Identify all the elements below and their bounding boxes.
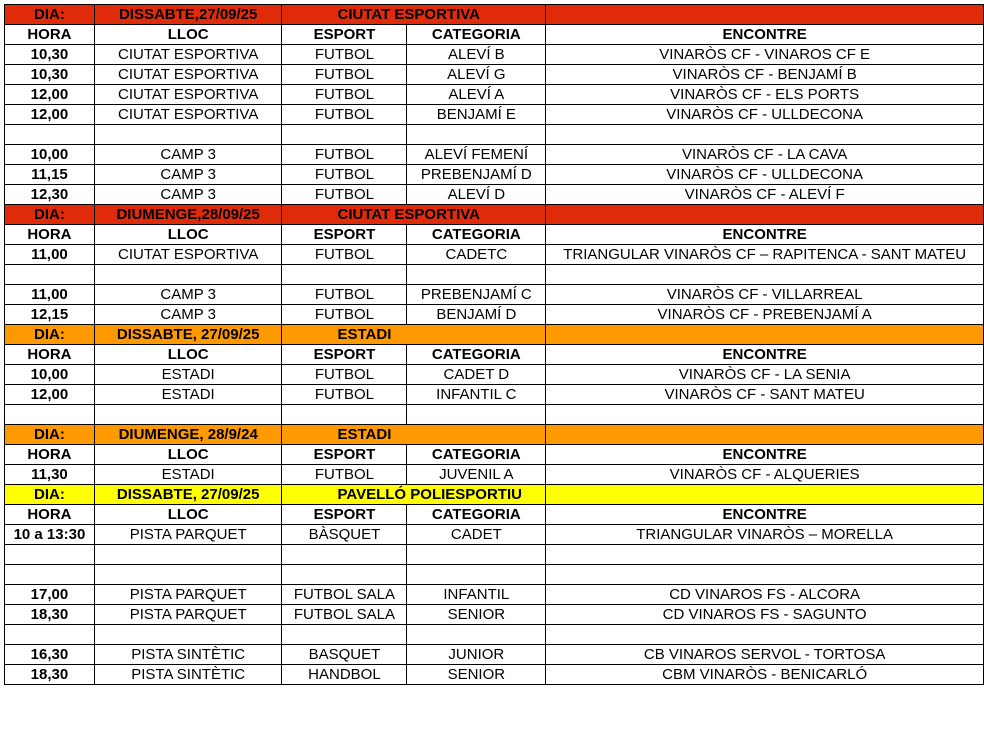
empty-cell	[282, 565, 407, 585]
column-header-categoria: CATEGORIA	[407, 345, 546, 365]
column-header-categoria: CATEGORIA	[407, 25, 546, 45]
empty-cell	[5, 265, 95, 285]
blank-row	[5, 265, 984, 285]
lloc-cell: CIUTAT ESPORTIVA	[94, 105, 282, 125]
lloc-cell: CAMP 3	[94, 145, 282, 165]
empty-cell	[282, 625, 407, 645]
lloc-cell: ESTADI	[94, 465, 282, 485]
column-header-encontre: ENCONTRE	[546, 505, 984, 525]
lloc-cell: CAMP 3	[94, 285, 282, 305]
empty-cell	[546, 125, 984, 145]
encontre-cell: TRIANGULAR VINARÒS – MORELLA	[546, 525, 984, 545]
hora-cell: 18,30	[5, 605, 95, 625]
column-header-encontre: ENCONTRE	[546, 445, 984, 465]
column-header-categoria: CATEGORIA	[407, 445, 546, 465]
column-header-esport: ESPORT	[282, 225, 407, 245]
lloc-cell: PISTA SINTÈTIC	[94, 665, 282, 685]
esport-cell: FUTBOL	[282, 85, 407, 105]
categoria-cell: ALEVÍ D	[407, 185, 546, 205]
banner-empty	[546, 325, 984, 345]
banner-date: DISSABTE,27/09/25	[94, 5, 282, 25]
banner-date: DIUMENGE,28/09/25	[94, 205, 282, 225]
blank-row	[5, 565, 984, 585]
esport-cell: FUTBOL	[282, 465, 407, 485]
empty-cell	[94, 565, 282, 585]
categoria-cell: INFANTIL C	[407, 385, 546, 405]
blank-row	[5, 545, 984, 565]
encontre-cell: CBM VINARÒS - BENICARLÓ	[546, 665, 984, 685]
column-header-encontre: ENCONTRE	[546, 345, 984, 365]
section-banner	[5, 205, 984, 225]
encontre-cell: VINARÒS CF - LA CAVA	[546, 145, 984, 165]
empty-cell	[282, 125, 407, 145]
lloc-cell: CIUTAT ESPORTIVA	[94, 65, 282, 85]
categoria-cell: SENIOR	[407, 665, 546, 685]
esport-cell: FUTBOL	[282, 65, 407, 85]
encontre-cell: VINARÒS CF - ALEVÍ F	[546, 185, 984, 205]
column-header-lloc: LLOC	[94, 345, 282, 365]
esport-cell: FUTBOL	[282, 45, 407, 65]
categoria-cell: JUVENIL A	[407, 465, 546, 485]
encontre-cell: VINARÒS CF - ULLDECONA	[546, 105, 984, 125]
hora-cell: 12,15	[5, 305, 95, 325]
hora-cell: 11,00	[5, 245, 95, 265]
hora-cell: 10,00	[5, 365, 95, 385]
lloc-cell: PISTA PARQUET	[94, 605, 282, 625]
esport-cell: FUTBOL	[282, 105, 407, 125]
column-header-row	[5, 25, 984, 45]
encontre-cell: TRIANGULAR VINARÒS CF – RAPITENCA - SANT MATEU	[546, 245, 984, 265]
banner-day-label: DIA:	[5, 205, 95, 225]
esport-cell: FUTBOL	[282, 185, 407, 205]
table-row	[5, 185, 984, 205]
blank-row	[5, 405, 984, 425]
lloc-cell: CAMP 3	[94, 165, 282, 185]
encontre-cell: VINARÒS CF - VINAROS CF E	[546, 45, 984, 65]
empty-cell	[5, 405, 95, 425]
encontre-cell: CD VINAROS FS - SAGUNTO	[546, 605, 984, 625]
hora-cell: 12,00	[5, 385, 95, 405]
table-row	[5, 145, 984, 165]
esport-cell: FUTBOL	[282, 165, 407, 185]
empty-cell	[546, 405, 984, 425]
banner-venue: CIUTAT ESPORTIVA	[282, 5, 546, 25]
categoria-cell: SENIOR	[407, 605, 546, 625]
hora-cell: 12,30	[5, 185, 95, 205]
column-header-encontre: ENCONTRE	[546, 25, 984, 45]
hora-cell: 11,00	[5, 285, 95, 305]
encontre-cell: VINARÒS CF - VILLARREAL	[546, 285, 984, 305]
empty-cell	[282, 265, 407, 285]
empty-cell	[407, 625, 546, 645]
table-row	[5, 365, 984, 385]
table-row	[5, 665, 984, 685]
esport-cell: FUTBOL	[282, 145, 407, 165]
table-row	[5, 465, 984, 485]
empty-cell	[282, 545, 407, 565]
esport-cell: FUTBOL	[282, 245, 407, 265]
banner-empty	[546, 425, 984, 445]
empty-cell	[5, 125, 95, 145]
esport-cell: FUTBOL	[282, 305, 407, 325]
hora-cell: 18,30	[5, 665, 95, 685]
categoria-cell: ALEVÍ A	[407, 85, 546, 105]
empty-cell	[546, 565, 984, 585]
lloc-cell: PISTA PARQUET	[94, 525, 282, 545]
categoria-cell: CADET	[407, 525, 546, 545]
table-row	[5, 605, 984, 625]
empty-cell	[407, 125, 546, 145]
table-row	[5, 65, 984, 85]
banner-day-label: DIA:	[5, 5, 95, 25]
esport-cell: BÀSQUET	[282, 525, 407, 545]
hora-cell: 16,30	[5, 645, 95, 665]
schedule-table	[4, 4, 984, 685]
categoria-cell: BENJAMÍ D	[407, 305, 546, 325]
esport-cell: FUTBOL	[282, 365, 407, 385]
banner-date: DISSABTE, 27/09/25	[94, 325, 282, 345]
lloc-cell: PISTA PARQUET	[94, 585, 282, 605]
encontre-cell: VINARÒS CF - ULLDECONA	[546, 165, 984, 185]
categoria-cell: JUNIOR	[407, 645, 546, 665]
hora-cell: 10,00	[5, 145, 95, 165]
section-banner	[5, 5, 984, 25]
empty-cell	[407, 405, 546, 425]
table-row	[5, 245, 984, 265]
column-header-row	[5, 225, 984, 245]
column-header-hora: HORA	[5, 345, 95, 365]
column-header-categoria: CATEGORIA	[407, 505, 546, 525]
esport-cell: FUTBOL SALA	[282, 605, 407, 625]
empty-cell	[546, 545, 984, 565]
blank-row	[5, 125, 984, 145]
column-header-hora: HORA	[5, 25, 95, 45]
column-header-esport: ESPORT	[282, 25, 407, 45]
banner-day-label: DIA:	[5, 325, 95, 345]
categoria-cell: ALEVÍ FEMENÍ	[407, 145, 546, 165]
encontre-cell: VINARÒS CF - LA SENIA	[546, 365, 984, 385]
categoria-cell: ALEVÍ B	[407, 45, 546, 65]
empty-cell	[94, 625, 282, 645]
table-row	[5, 285, 984, 305]
empty-cell	[546, 625, 984, 645]
empty-cell	[94, 265, 282, 285]
column-header-esport: ESPORT	[282, 445, 407, 465]
schedule-body	[5, 5, 984, 685]
esport-cell: HANDBOL	[282, 665, 407, 685]
hora-cell: 12,00	[5, 105, 95, 125]
table-row	[5, 305, 984, 325]
encontre-cell: VINARÒS CF - BENJAMÍ B	[546, 65, 984, 85]
banner-venue: PAVELLÓ POLIESPORTIU	[282, 485, 546, 505]
table-row	[5, 585, 984, 605]
column-header-hora: HORA	[5, 225, 95, 245]
banner-venue: ESTADI	[282, 425, 546, 445]
hora-cell: 10,30	[5, 65, 95, 85]
column-header-esport: ESPORT	[282, 345, 407, 365]
categoria-cell: ALEVÍ G	[407, 65, 546, 85]
banner-empty	[546, 5, 984, 25]
table-row	[5, 385, 984, 405]
empty-cell	[94, 405, 282, 425]
esport-cell: FUTBOL SALA	[282, 585, 407, 605]
empty-cell	[5, 625, 95, 645]
column-header-hora: HORA	[5, 445, 95, 465]
column-header-lloc: LLOC	[94, 445, 282, 465]
lloc-cell: CIUTAT ESPORTIVA	[94, 85, 282, 105]
hora-cell: 17,00	[5, 585, 95, 605]
esport-cell: BASQUET	[282, 645, 407, 665]
banner-date: DISSABTE, 27/09/25	[94, 485, 282, 505]
table-row	[5, 525, 984, 545]
column-header-row	[5, 505, 984, 525]
table-row	[5, 45, 984, 65]
empty-cell	[282, 405, 407, 425]
column-header-lloc: LLOC	[94, 505, 282, 525]
encontre-cell: CB VINAROS SERVOL - TORTOSA	[546, 645, 984, 665]
column-header-encontre: ENCONTRE	[546, 225, 984, 245]
lloc-cell: ESTADI	[94, 385, 282, 405]
banner-empty	[546, 485, 984, 505]
hora-cell: 10,30	[5, 45, 95, 65]
encontre-cell: CD VINAROS FS - ALCORA	[546, 585, 984, 605]
categoria-cell: INFANTIL	[407, 585, 546, 605]
table-row	[5, 165, 984, 185]
categoria-cell: CADETC	[407, 245, 546, 265]
categoria-cell: CADET D	[407, 365, 546, 385]
empty-cell	[407, 565, 546, 585]
hora-cell: 10 a 13:30	[5, 525, 95, 545]
section-banner	[5, 485, 984, 505]
encontre-cell: VINARÒS CF - SANT MATEU	[546, 385, 984, 405]
banner-venue: CIUTAT ESPORTIVA	[282, 205, 546, 225]
lloc-cell: CAMP 3	[94, 305, 282, 325]
empty-cell	[94, 545, 282, 565]
banner-venue: ESTADI	[282, 325, 546, 345]
empty-cell	[5, 565, 95, 585]
empty-cell	[407, 265, 546, 285]
column-header-lloc: LLOC	[94, 225, 282, 245]
hora-cell: 12,00	[5, 85, 95, 105]
lloc-cell: ESTADI	[94, 365, 282, 385]
table-row	[5, 645, 984, 665]
lloc-cell: CAMP 3	[94, 185, 282, 205]
hora-cell: 11,15	[5, 165, 95, 185]
empty-cell	[94, 125, 282, 145]
banner-empty	[546, 205, 984, 225]
encontre-cell: VINARÒS CF - ELS PORTS	[546, 85, 984, 105]
column-header-hora: HORA	[5, 505, 95, 525]
banner-day-label: DIA:	[5, 425, 95, 445]
esport-cell: FUTBOL	[282, 385, 407, 405]
column-header-lloc: LLOC	[94, 25, 282, 45]
empty-cell	[407, 545, 546, 565]
empty-cell	[546, 265, 984, 285]
encontre-cell: VINARÒS CF - PREBENJAMÍ A	[546, 305, 984, 325]
hora-cell: 11,30	[5, 465, 95, 485]
categoria-cell: PREBENJAMÍ D	[407, 165, 546, 185]
table-row	[5, 85, 984, 105]
esport-cell: FUTBOL	[282, 285, 407, 305]
section-banner	[5, 325, 984, 345]
categoria-cell: BENJAMÍ E	[407, 105, 546, 125]
lloc-cell: CIUTAT ESPORTIVA	[94, 45, 282, 65]
encontre-cell: VINARÒS CF - ALQUERIES	[546, 465, 984, 485]
column-header-categoria: CATEGORIA	[407, 225, 546, 245]
table-row	[5, 105, 984, 125]
section-banner	[5, 425, 984, 445]
column-header-row	[5, 445, 984, 465]
categoria-cell: PREBENJAMÍ C	[407, 285, 546, 305]
blank-row	[5, 625, 984, 645]
banner-date: DIUMENGE, 28/9/24	[94, 425, 282, 445]
column-header-row	[5, 345, 984, 365]
column-header-esport: ESPORT	[282, 505, 407, 525]
empty-cell	[5, 545, 95, 565]
lloc-cell: CIUTAT ESPORTIVA	[94, 245, 282, 265]
banner-day-label: DIA:	[5, 485, 95, 505]
lloc-cell: PISTA SINTÈTIC	[94, 645, 282, 665]
